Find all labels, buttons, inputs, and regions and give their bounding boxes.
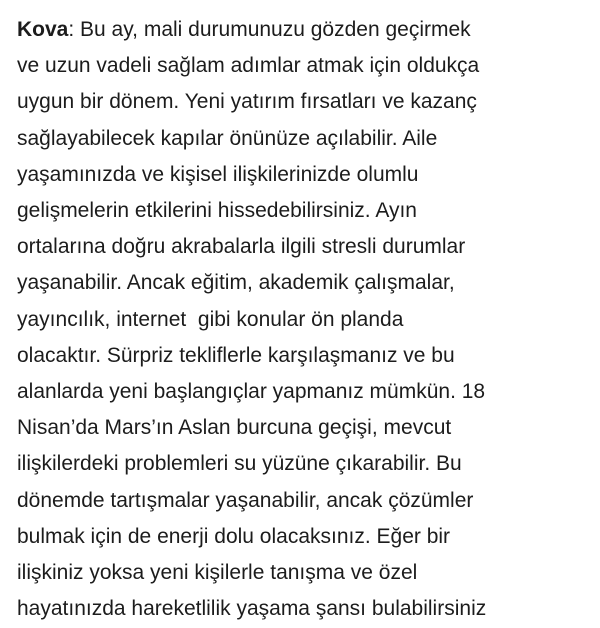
text-line: dönemde tartışmalar yaşanabilir, ancak çözümler	[17, 488, 474, 512]
text-line: ve uzun vadeli sağlam adımlar atmak için oldukça	[17, 54, 480, 78]
text-line: bulmak için de enerji dolu olacaksınız. Eğer bir	[17, 524, 451, 548]
text-line: gelişmelerin etkilerini hissedebilirsiniz. Ayın	[17, 199, 417, 223]
sign-separator: :	[68, 18, 81, 41]
text-line: yaşamınızda ve kişisel ilişkilerinizde olumlu	[17, 162, 419, 186]
text-line: uygun bir dönem. Yeni yatırım fırsatları ve kazanç	[17, 90, 477, 114]
text-line: sağlayabilecek kapılar önünüze açılabilir. Aile	[17, 126, 438, 150]
text-line: alanlarda yeni başlangıçlar yapmanız mümkün. 18	[17, 380, 486, 404]
zodiac-sign-label: Kova	[17, 18, 69, 41]
text-line: ilişkilerdeki problemleri su yüzüne çıkarabilir. Bu	[17, 452, 462, 476]
horoscope-paragraph	[17, 12, 587, 627]
text-line	[17, 12, 587, 48]
text-line: yaşanabilir. Ancak eğitim, akademik çalışmalar,	[17, 271, 455, 295]
text-line: olacaktır. Sürpriz tekliflerle karşılaşmanız ve bu	[17, 343, 455, 367]
text-line: hayatınızda hareketlilik yaşama şansı bulabilirsiniz	[17, 597, 487, 621]
line-text: Bu ay, mali durumunuzu gözden geçirmek	[80, 18, 471, 41]
text-line: yayıncılık, internet gibi konular ön planda	[17, 307, 404, 331]
text-line: ortalarına doğru akrabalarla ilgili stresli durumlar	[17, 235, 466, 259]
text-line: Nisan’da Mars’ın Aslan burcuna geçişi, mevcut	[17, 416, 452, 440]
text-line: ilişkiniz yoksa yeni kişilerle tanışma ve özel	[17, 561, 418, 585]
